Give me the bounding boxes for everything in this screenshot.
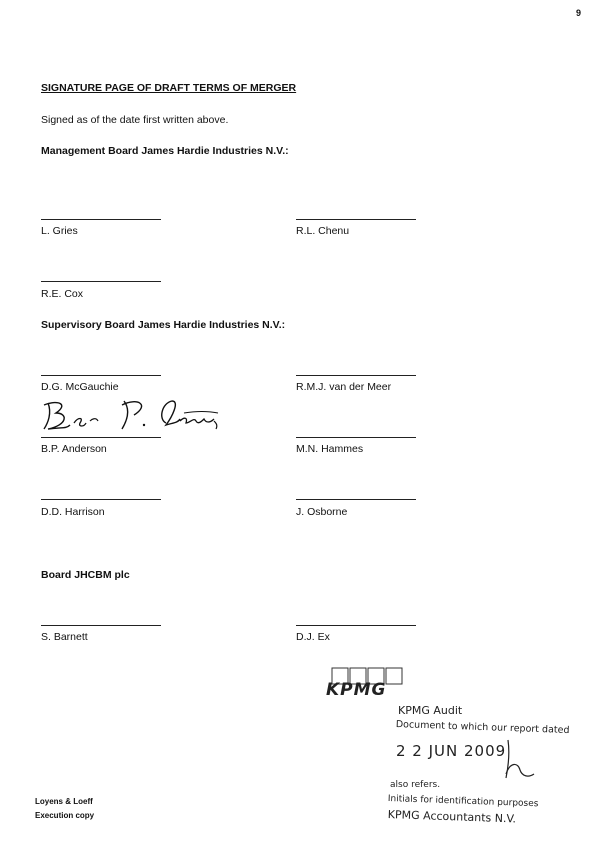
signature-line — [41, 499, 161, 500]
signature-line — [296, 375, 416, 376]
kpmg-accountants-text: KPMG Accountants N.V. — [387, 808, 517, 826]
page-heading: SIGNATURE PAGE OF DRAFT TERMS OF MERGER — [41, 82, 297, 94]
signature-line — [41, 219, 161, 220]
signature-line — [41, 281, 161, 282]
kpmg-stamp — [320, 670, 570, 826]
initials-signature — [500, 734, 540, 784]
supervisory-board-title: Supervisory Board James Hardie Industries N.V.: — [41, 319, 286, 331]
signatory-name: R.L. Chenu — [296, 225, 350, 237]
signatory-name: R.E. Cox — [41, 288, 84, 300]
signature-line — [41, 625, 161, 626]
jhcbm-board-title: Board JHCBM plc — [41, 569, 130, 581]
signatory-name: D.G. McGauchie — [41, 381, 119, 393]
signature-line — [296, 219, 416, 220]
signature-line — [296, 499, 416, 500]
footer-copy: Execution copy — [35, 811, 95, 820]
kpmg-logo: KPMG — [326, 680, 387, 700]
signatory-name: D.D. Harrison — [41, 506, 105, 518]
signatory-name: L. Gries — [41, 225, 78, 237]
signature-line — [296, 437, 416, 438]
document-reference-text: Document to which our report dated — [395, 719, 570, 737]
also-refers-text: also refers. — [390, 780, 441, 790]
initials-purpose-text: Initials for identification purposes — [387, 794, 539, 810]
kpmg-audit-text: KPMG Audit — [398, 704, 463, 717]
signatory-name: S. Barnett — [41, 631, 88, 643]
footer-firm: Loyens & Loeff — [35, 797, 93, 806]
signature-line — [41, 375, 161, 376]
stamp-date: 2 2 JUN 2009 — [396, 742, 507, 760]
page-number: 9 — [576, 8, 582, 18]
signatory-name: J. Osborne — [296, 506, 348, 518]
signature-line — [296, 625, 416, 626]
signatory-name: R.M.J. van der Meer — [296, 381, 392, 393]
management-board-title: Management Board James Hardie Industries N.V.: — [41, 145, 289, 157]
signature-line — [41, 437, 161, 438]
signatory-name: B.P. Anderson — [41, 443, 107, 455]
handwritten-signature — [38, 395, 228, 440]
signed-as-of-text: Signed as of the date first written above. — [41, 114, 229, 126]
signatory-name: M.N. Hammes — [296, 443, 364, 455]
signatory-name: D.J. Ex — [296, 631, 330, 643]
